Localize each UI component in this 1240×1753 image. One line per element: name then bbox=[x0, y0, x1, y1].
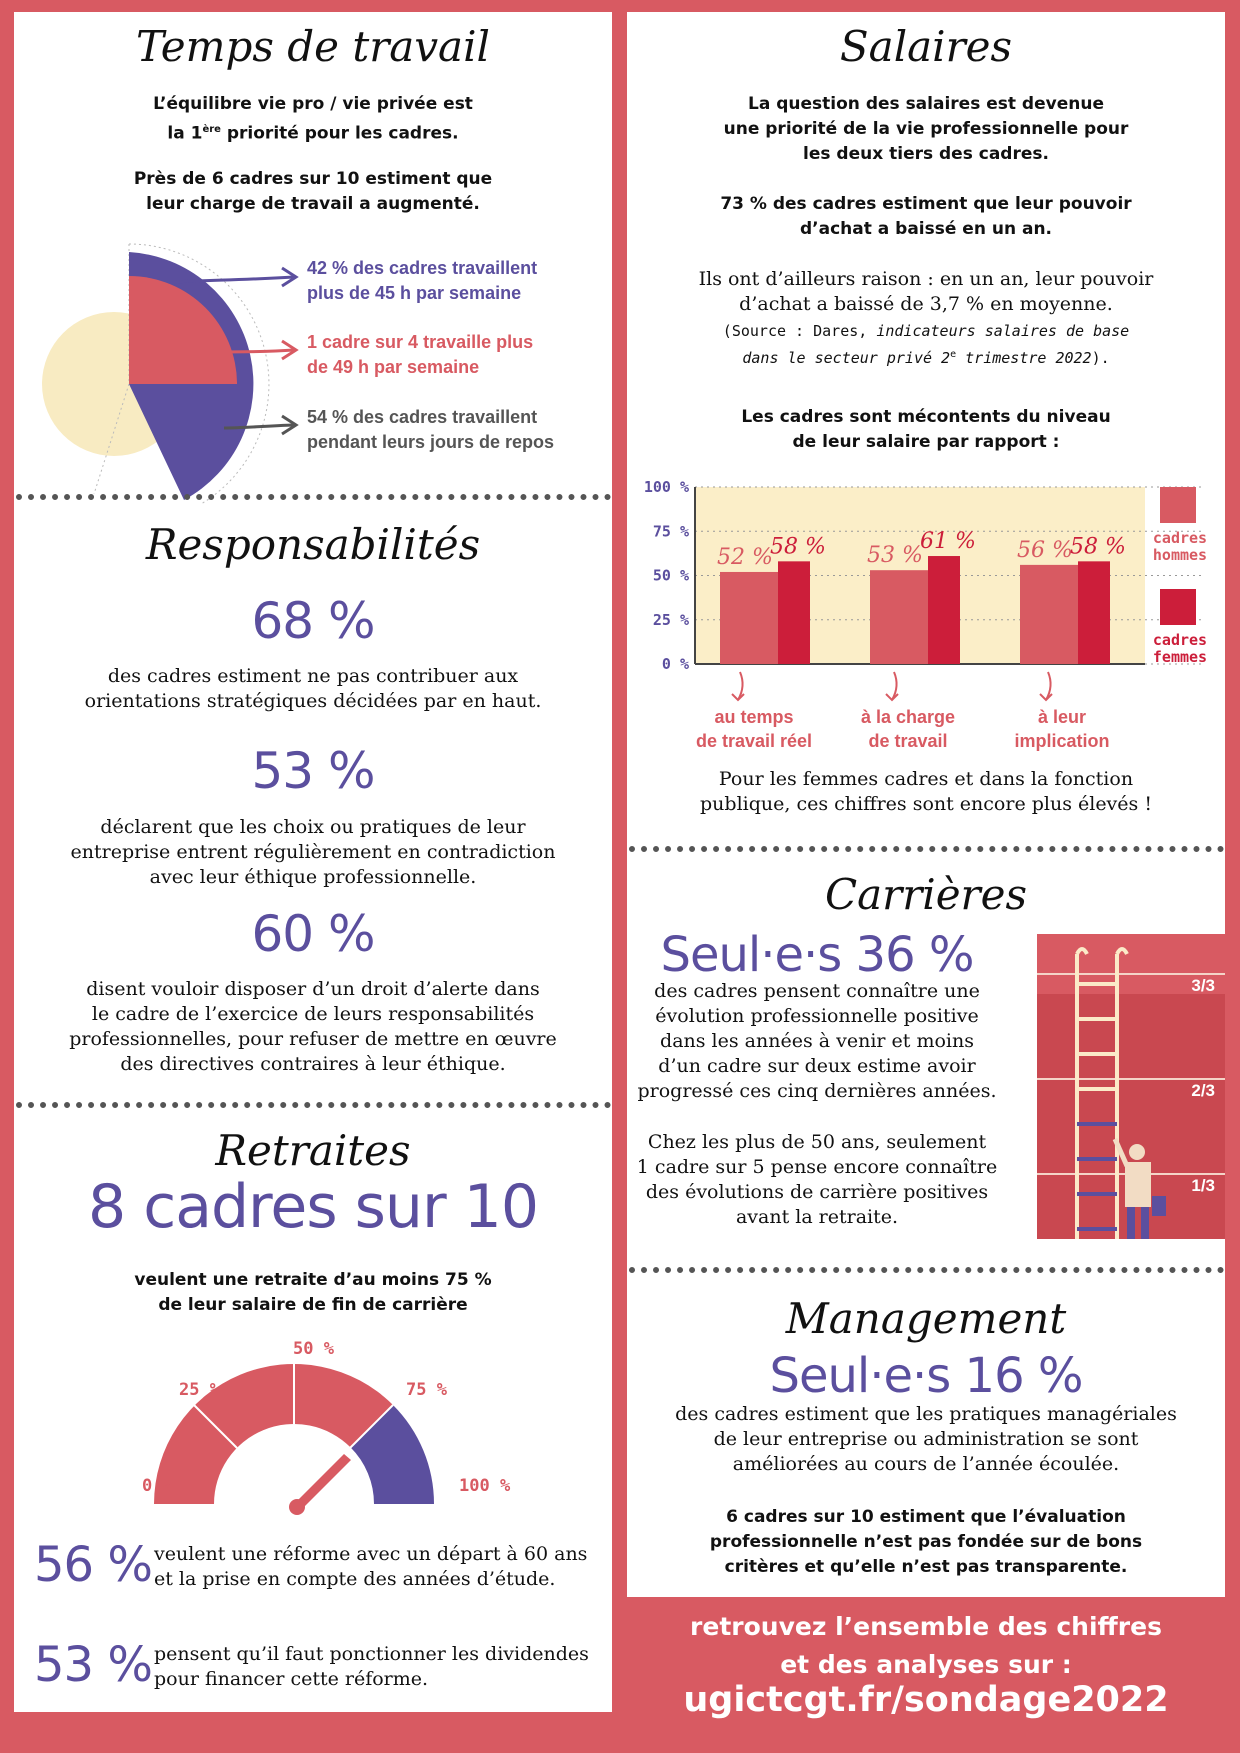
ladder-label-1-3: 1/3 bbox=[1191, 1176, 1215, 1195]
x-category-label: au temps bbox=[714, 707, 794, 727]
legend-label: hommes bbox=[1152, 546, 1208, 564]
divider bbox=[629, 846, 1224, 852]
category-arrow-head bbox=[732, 694, 744, 700]
temps-intro-2a: Près de 6 cadres sur 10 estiment que bbox=[133, 169, 493, 189]
retraites-sub: veulent une retraite d’au moins 75 % de leur salaire de fin de carrière bbox=[134, 1270, 492, 1315]
temps-intro-1a: L’équilibre vie pro / vie privée est bbox=[153, 94, 473, 114]
stat-53-ethique: 53 % bbox=[251, 742, 375, 800]
stat-53-dividendes-text: pensent qu’il faut ponctionner les dividendes pour financer cette réforme. bbox=[154, 1643, 589, 1690]
legend-swatch bbox=[1160, 487, 1196, 523]
x-category-label: de travail bbox=[868, 731, 948, 751]
bar-value-label: 61 % bbox=[920, 529, 976, 555]
divider bbox=[629, 1267, 1224, 1273]
bar bbox=[928, 556, 960, 664]
footer-line-1: retrouvez l’ensemble des chiffres bbox=[690, 1612, 1162, 1641]
category-arrow-head bbox=[886, 694, 898, 700]
stat-60-text: disent vouloir disposer d’un droit d’alerte dans le cadre de l’exercice de leurs responsabilités professionnelles, pour refuser de mettre en œuvre des directives contraires à leur éthique. bbox=[69, 978, 557, 1075]
footer-text bbox=[627, 1608, 1225, 1684]
y-tick-label: 50 % bbox=[652, 566, 689, 585]
divider bbox=[16, 494, 611, 500]
temps-intro-1b: la 1ère priorité pour les cadres. bbox=[167, 123, 459, 144]
ladder-label-2-3: 2/3 bbox=[1191, 1081, 1215, 1100]
bar bbox=[870, 570, 928, 664]
stat-56: 56 % bbox=[34, 1537, 152, 1593]
callout-arrows bbox=[154, 252, 314, 452]
legend-label: cadres bbox=[1152, 631, 1208, 649]
carrieres-headline: Seul·e·s 36 % bbox=[660, 927, 974, 983]
x-category-label: à la charge bbox=[860, 707, 956, 727]
carrieres-text-2: Chez les plus de 50 ans, seulement 1 cadre sur 5 pense encore connaître des évolutions de carrière positives avant la retraite. bbox=[636, 1131, 998, 1228]
gauge-label-0: 0 % bbox=[142, 1476, 173, 1496]
stat-56-text: veulent une réforme avec un départ à 60 ans et la prise en compte des années d’étude. bbox=[154, 1543, 588, 1590]
divider bbox=[16, 1102, 611, 1108]
x-category-label: implication bbox=[1014, 731, 1110, 751]
x-category-label: à leur bbox=[1037, 707, 1087, 727]
bar-value-label: 58 % bbox=[1070, 534, 1126, 560]
left-column bbox=[14, 12, 612, 1712]
stat-60: 60 % bbox=[251, 905, 375, 963]
bar-value-label: 56 % bbox=[1017, 537, 1073, 563]
section-title-responsabilites: Responsabilités bbox=[145, 520, 481, 569]
bar bbox=[1020, 565, 1078, 664]
footer-url-link[interactable]: ugictcgt.fr/sondage2022 bbox=[683, 1680, 1169, 1720]
stat-53-dividendes: 53 % bbox=[34, 1637, 152, 1693]
x-category-label: de travail réel bbox=[695, 731, 813, 751]
chart-title: Les cadres sont mécontents du niveau de leur salaire par rapport : bbox=[741, 407, 1111, 452]
management-text: des cadres estiment que les pratiques managériales de leur entreprise ou administration se sont améliorées au cours de l’année écoulée. bbox=[675, 1403, 1177, 1475]
stat-68-text: des cadres estiment ne pas contribuer aux orientations stratégiques décidées par en haut. bbox=[84, 665, 542, 712]
section-title-management: Management bbox=[785, 1294, 1067, 1343]
management-bold: 6 cadres sur 10 estiment que l’évaluation professionnelle n’est pas fondée sur de bons critères et qu’elle n’est pas transparente. bbox=[709, 1507, 1143, 1577]
temps-intro-1 bbox=[14, 92, 612, 147]
right-column bbox=[627, 12, 1225, 1597]
bar-value-label: 58 % bbox=[770, 534, 826, 560]
y-tick-label: 0 % bbox=[661, 655, 689, 673]
stat-53-ethique-text: déclarent que les choix ou pratiques de leur entreprise entrent régulièrement en contradiction avec leur éthique professionnelle. bbox=[70, 816, 556, 888]
management-headline: Seul·e·s 16 % bbox=[769, 1348, 1083, 1404]
section-title-salaires: Salaires bbox=[839, 22, 1013, 71]
bar-value-label: 53 % bbox=[867, 543, 923, 569]
callout-45h: 42 % des cadres travaillent plus de 45 h par semaine bbox=[307, 258, 538, 303]
gauge-label-25: 25 % bbox=[179, 1380, 220, 1400]
callout-49h: 1 cadre sur 4 travaille plus de 49 h par semaine bbox=[307, 332, 534, 377]
gauge-needle bbox=[289, 1454, 351, 1515]
section-title-retraites: Retraites bbox=[215, 1126, 411, 1175]
salaires-intro-2: 73 % des cadres estiment que leur pouvoir d’achat a baissé en un an. bbox=[720, 194, 1132, 239]
gauge-label-100: 100 % bbox=[459, 1476, 511, 1496]
footer-line-2: et des analyses sur : bbox=[780, 1650, 1072, 1679]
salaires-conclusion: Pour les femmes cadres et dans la fonction publique, ces chiffres sont encore plus élevés ! bbox=[700, 768, 1152, 815]
bar bbox=[720, 572, 778, 664]
gauge-label-75: 75 % bbox=[406, 1380, 447, 1400]
retraites-headline: 8 cadres sur 10 bbox=[87, 1172, 539, 1242]
bar bbox=[1078, 561, 1110, 664]
section-title-carrieres: Carrières bbox=[824, 870, 1028, 919]
legend-label: cadres bbox=[1152, 529, 1208, 547]
bar-value-label: 52 % bbox=[717, 544, 773, 570]
gauge-label-50: 50 % bbox=[293, 1339, 334, 1359]
salary-bar-chart bbox=[627, 457, 1225, 757]
salaires-paragraph: Ils ont d’ailleurs raison : en un an, leur pouvoir d’achat a baissé de 3,7 % en moyenne. bbox=[698, 268, 1154, 315]
section-title-temps: Temps de travail bbox=[136, 22, 490, 71]
salaires-intro-1: La question des salaires est devenue une priorité de la vie professionnelle pour les deux tiers des cadres. bbox=[723, 94, 1129, 164]
category-arrow-head bbox=[1040, 694, 1052, 700]
stat-68: 68 % bbox=[251, 592, 375, 650]
temps-intro-2 bbox=[14, 167, 612, 217]
career-ladder-image bbox=[1037, 934, 1225, 1239]
carrieres-text-1: des cadres pensent connaître une évolution professionnelle positive dans les années à venir et moins d’un cadre sur deux estime avoir progressé ces cinq dernières années. bbox=[637, 980, 997, 1102]
temps-intro-2b: leur charge de travail a augmenté. bbox=[146, 194, 480, 214]
y-tick-label: 75 % bbox=[652, 522, 689, 541]
y-tick-label: 100 % bbox=[643, 478, 689, 496]
legend-label: femmes bbox=[1152, 648, 1208, 666]
legend-swatch bbox=[1160, 589, 1196, 625]
y-tick-label: 25 % bbox=[652, 610, 689, 629]
bar bbox=[778, 561, 810, 664]
callout-rest-days: 54 % des cadres travaillent pendant leurs jours de repos bbox=[307, 407, 555, 452]
ladder-label-3-3: 3/3 bbox=[1191, 976, 1215, 995]
salaires-source: (Source : Dares, indicateurs salaires de base dans le secteur privé 2e trimestre 2022). bbox=[722, 322, 1130, 367]
